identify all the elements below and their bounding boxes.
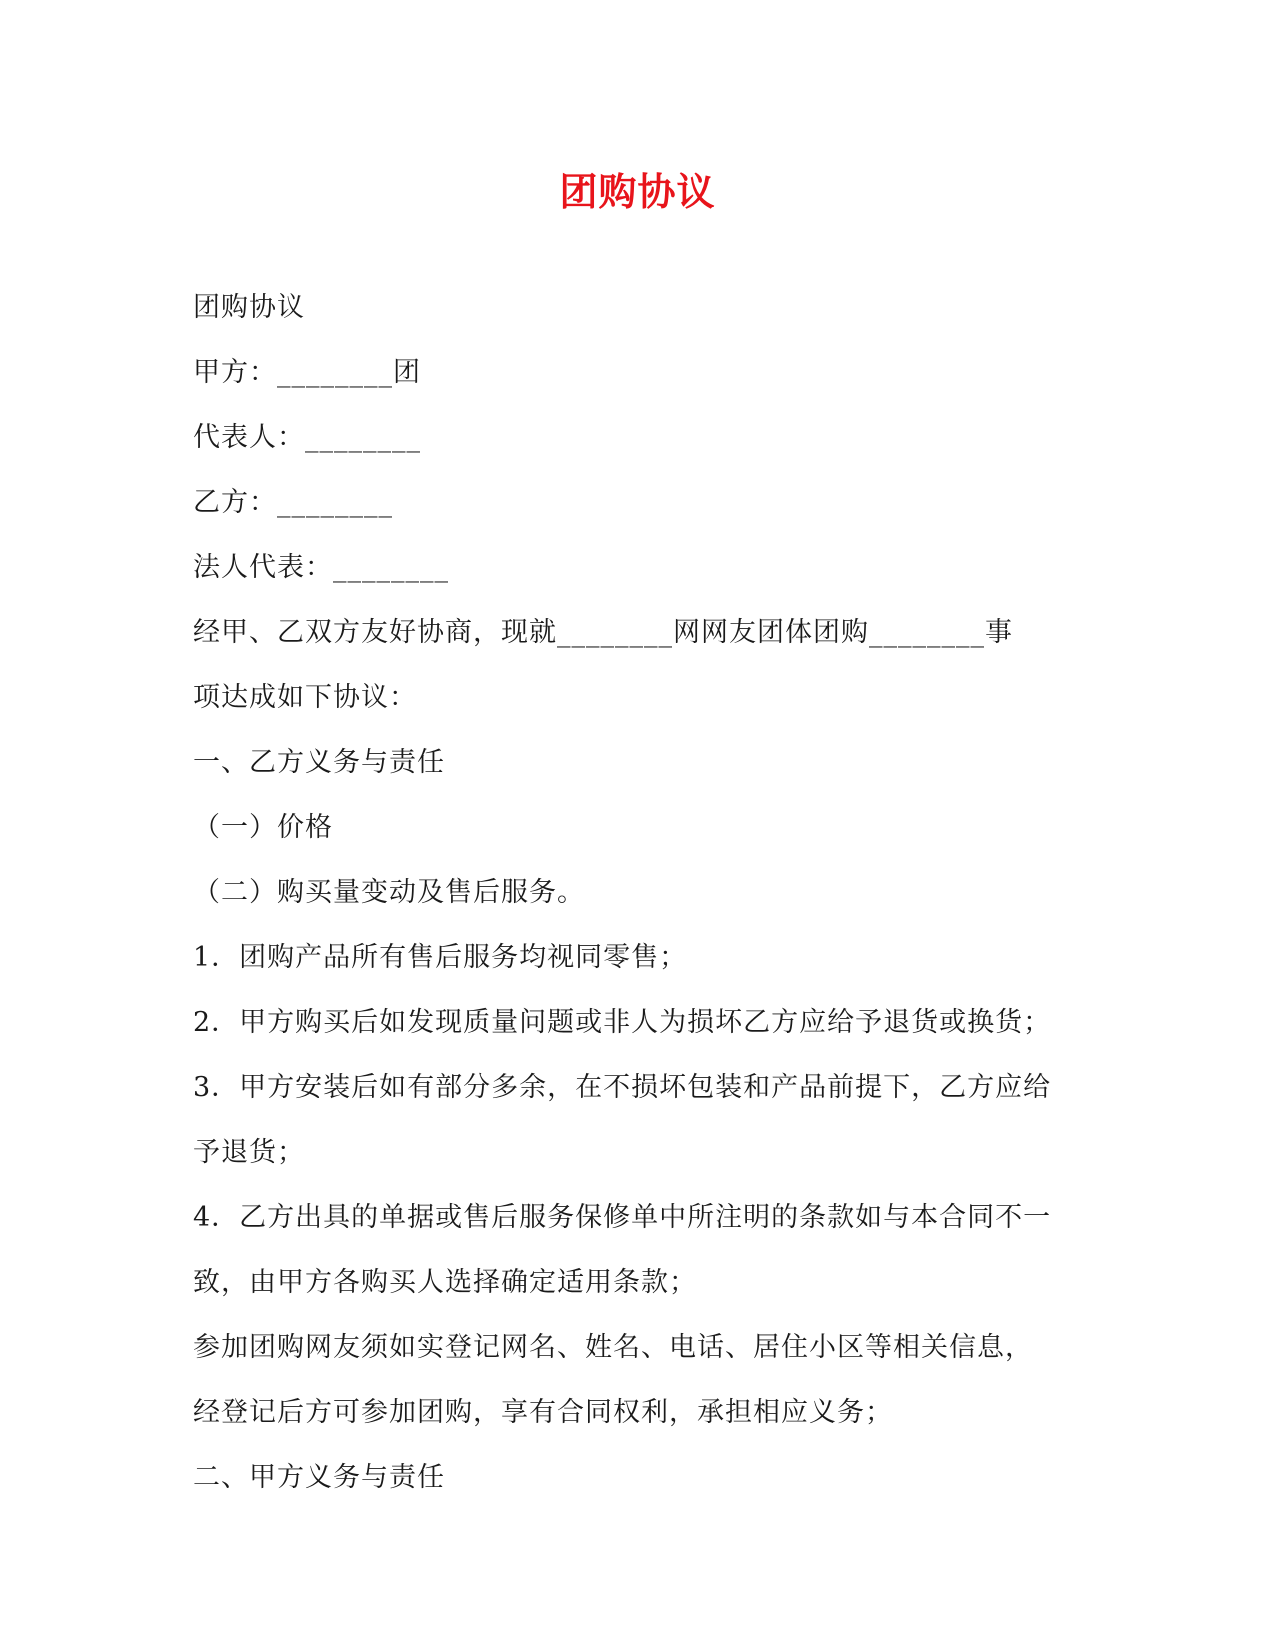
line-preamble-2: 项达成如下协议： — [193, 682, 417, 713]
clause-2: 2．甲方购买后如发现质量问题或非人为损坏乙方应给予退货或换货； — [193, 1007, 1052, 1038]
clause-3-part-1: 3．甲方安装后如有部分多余，在不损坏包装和产品前提下，乙方应给 — [193, 1072, 1052, 1103]
document-title: 团购协议 — [559, 169, 716, 214]
registration-part-1: 参加团购网友须如实登记网名、姓名、电话、居住小区等相关信息， — [193, 1332, 1033, 1363]
line-legal-representative: 法人代表：________ — [193, 552, 449, 583]
line-preamble-1: 经甲、乙双方友好协商，现就________网网友团体团购________事 — [193, 617, 1013, 648]
registration-part-2: 经登记后方可参加团购，享有合同权利，承担相应义务； — [193, 1397, 893, 1428]
line-party-b: 乙方：________ — [193, 487, 393, 518]
subsection-price: （一）价格 — [193, 812, 333, 843]
clause-4-part-1: 4．乙方出具的单据或售后服务保修单中所注明的条款如与本合同不一 — [193, 1202, 1052, 1233]
clause-1: 1．团购产品所有售后服务均视同零售； — [193, 942, 688, 973]
clause-4-part-2: 致，由甲方各购买人选择确定适用条款； — [193, 1267, 697, 1298]
line-party-a: 甲方：________团 — [193, 357, 421, 388]
document-body — [193, 275, 1093, 1510]
line-heading: 团购协议 — [193, 292, 305, 323]
section-1-heading: 一、乙方义务与责任 — [193, 747, 445, 778]
subsection-after-sales: （二）购买量变动及售后服务。 — [193, 877, 585, 908]
clause-3-part-2: 予退货； — [193, 1137, 305, 1168]
section-2-heading: 二、甲方义务与责任 — [193, 1462, 445, 1493]
line-representative: 代表人：________ — [193, 422, 421, 453]
